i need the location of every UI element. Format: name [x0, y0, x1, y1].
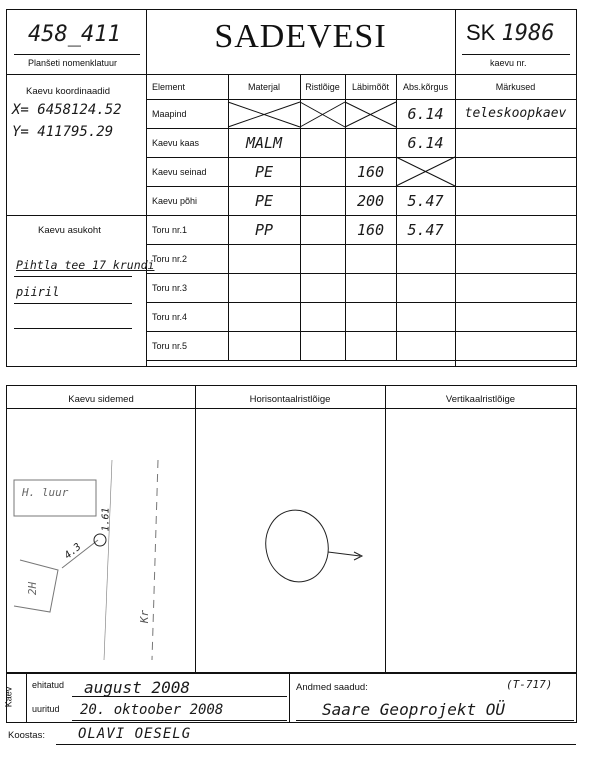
table-cell-height: 5.47: [407, 191, 444, 210]
well-number-label: kaevu nr.: [490, 58, 527, 68]
source-line: [296, 720, 574, 721]
page-title: SADEVESI: [214, 18, 387, 55]
source-value: Saare Geoprojekt OÜ: [322, 700, 506, 719]
table-row-label: Toru nr.2: [152, 253, 188, 264]
table-cell-height: 6.14: [407, 104, 444, 123]
sketch-building2: 2H: [26, 581, 40, 596]
table-row-label: Kaevu seinad: [152, 166, 207, 177]
measured-value: 20. oktoober 2008: [80, 702, 224, 718]
table-header-notes: Märkused: [495, 81, 536, 92]
table-cell-material: PE: [254, 191, 274, 210]
source-label: Andmed saadud:: [296, 682, 368, 693]
col-title-connections: Kaevu sidemed: [68, 394, 134, 405]
table-cell-diameter: 160: [356, 162, 385, 181]
table-row-label: Maapind: [152, 108, 187, 119]
coordinate-y: Y= 411795.29: [12, 124, 114, 140]
col-title-vertical: Vertikaalristlõige: [445, 394, 516, 405]
location-line1: Pihtla tee 17 krundi: [16, 258, 155, 272]
table-header-section: Ristlõige: [305, 81, 340, 92]
table-row-label: Kaevu põhi: [152, 195, 198, 206]
divider: [26, 674, 27, 722]
well-number-prefix: SK: [466, 20, 496, 45]
table-row-label: Toru nr.1: [152, 224, 188, 235]
table-cell-material: MALM: [245, 133, 283, 152]
table-header-material: Materjal: [247, 81, 280, 92]
coordinates-label: Kaevu koordinaadid: [26, 86, 110, 97]
table-header-element: Element: [152, 81, 186, 92]
location-label: Kaevu asukoht: [38, 225, 101, 236]
sketch-dim2: 4.3: [62, 541, 84, 562]
author-value: OLAVI OESELG: [78, 726, 192, 742]
col-title-horizontal: Horisontaalristlõige: [249, 394, 331, 405]
footer-side-label: Kaev: [3, 686, 14, 708]
table-cell-height: 5.47: [407, 220, 444, 239]
sketch-building1: H. luur: [22, 486, 69, 499]
table-header-diameter: Läbimõõt: [351, 81, 390, 92]
coordinate-x: X= 6458124.52: [12, 102, 122, 118]
location-line2: piiril: [16, 285, 60, 299]
well-number-value: 1986: [501, 21, 555, 46]
nomenclature-value: 458_411: [28, 22, 121, 47]
table-cell-diameter: 160: [356, 220, 385, 239]
divider: [289, 674, 290, 722]
author-label: Koostas:: [8, 730, 45, 741]
measured-label: uuritud: [32, 704, 60, 714]
table-row-label: Toru nr.4: [152, 311, 188, 322]
table-header-height: Abs.kõrgus: [402, 81, 449, 92]
table-cell-material: PE: [254, 162, 274, 181]
table-row-label: Toru nr.3: [152, 282, 188, 293]
table-cell-notes: teleskoopkaev: [464, 106, 567, 121]
built-label: ehitatud: [32, 680, 65, 690]
table-cell-material: PP: [254, 220, 274, 239]
table-cell-height: 6.14: [407, 133, 444, 152]
built-value: august 2008: [84, 678, 190, 697]
nomenclature-label: Planšeti nomenklatuur: [28, 58, 118, 68]
measured-line: [72, 720, 287, 721]
table-cell-diameter: 200: [356, 191, 385, 210]
built-line: [72, 696, 287, 697]
sketch-dim1: 1.61: [100, 507, 112, 532]
source-code: (T-717): [506, 678, 553, 691]
table-row-label: Toru nr.5: [152, 340, 188, 351]
table-row-label: Kaevu kaas: [152, 137, 200, 148]
author-line: [56, 744, 576, 745]
sketch-street: Kr: [138, 609, 152, 624]
